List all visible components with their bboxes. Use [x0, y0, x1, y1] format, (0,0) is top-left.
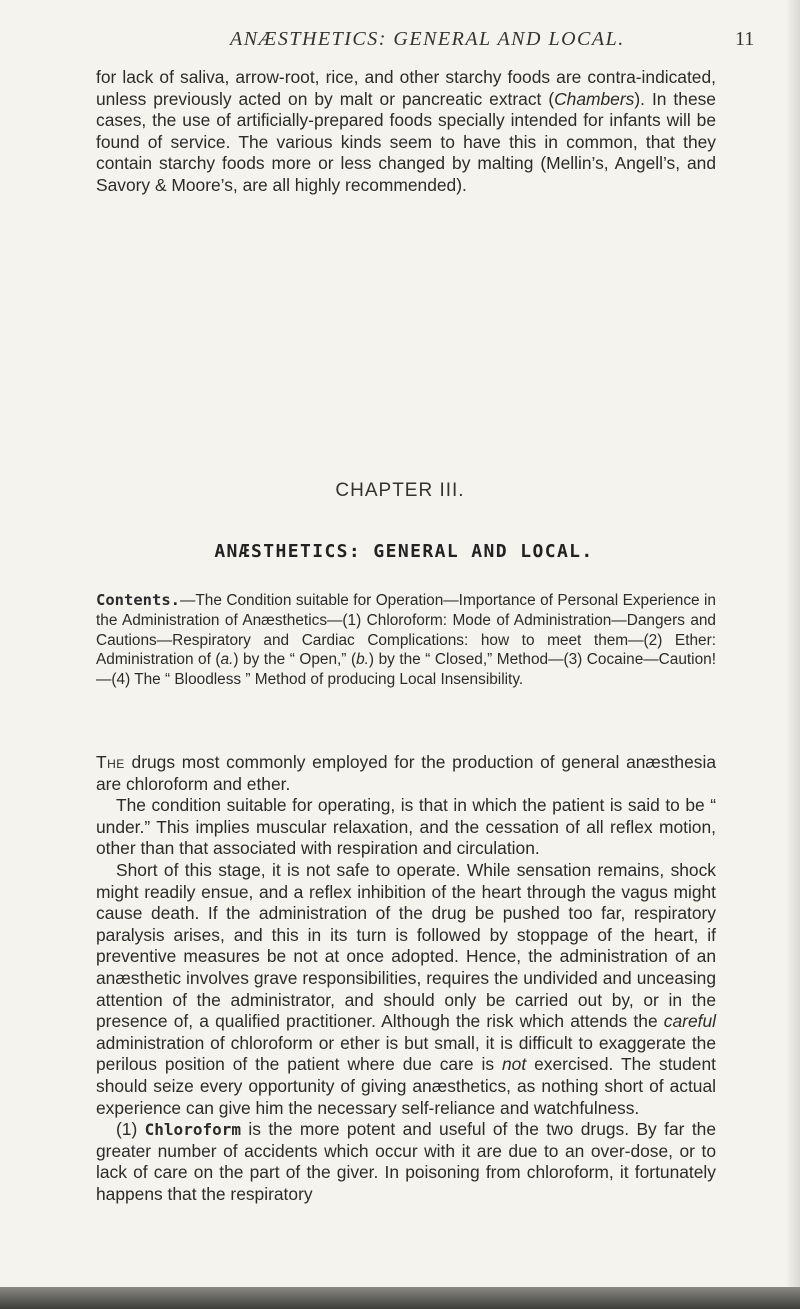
page-number: 11 [735, 28, 755, 50]
contents-mid-2: ) by the “ Closed,” Method—(3) Cocaine—Caution!—(4) The “ Bloodless ” Method of producing Local Insensibility. [96, 651, 716, 689]
intro-citation: Chambers [554, 88, 635, 109]
paragraph-drugs-opening: The [96, 752, 125, 772]
paragraph-drugs [96, 752, 716, 795]
paragraph-stage [96, 860, 716, 1119]
paragraph-stage-emphasis-careful: careful [663, 1011, 716, 1032]
chapter-title: ANÆSTHETICS: GENERAL AND LOCAL. [214, 541, 594, 562]
paragraph-chloroform-term: Chloroform [144, 1120, 241, 1140]
intro-text-1: for lack of saliva, arrow-root, rice, and other starchy foods are contra-indicated, unless previously acted on by malt or pancreatic extract ( [96, 67, 716, 109]
chapter-label: CHAPTER III. [335, 480, 465, 501]
chapter-contents [96, 591, 716, 690]
paragraph-stage-emphasis-not: not [502, 1054, 527, 1075]
paragraph-chloroform-number: (1) [116, 1119, 145, 1140]
page-edge-shadow [786, 0, 800, 1309]
contents-a: a. [220, 651, 234, 669]
scan-bottom-edge [0, 1287, 800, 1309]
paragraph-drugs-text: drugs most commonly employed for the production of general anæsthesia are chloroform and ether. [96, 752, 716, 794]
running-head: ANÆSTHETICS: GENERAL AND LOCAL. [230, 28, 625, 50]
paragraph-chloroform [96, 1119, 716, 1205]
paragraph-chloroform-text: is the more potent and useful of the two drugs. By far the greater number of accidents which occur with it are due to an over-dose, or to lack of care on the part of the giver. In poisoning from chloroform, it fortunately happens that the respiratory [96, 1119, 717, 1204]
paragraph-stage-text-2: administration of chloroform or ether is but small, it is difficult to exaggerate the perilous position of the patient where due care is [96, 1032, 716, 1075]
intro-text-2: ). In these cases, the use of artificially-prepared foods specially intended for infants will be found of service. The various kinds seem to have this in common, that they contain starchy foods more or less changed by malting (Mellin’s, Angell’s, and Savory & Moore’s, are all highly recommended). [96, 88, 716, 195]
paragraph-stage-text-1: Short of this stage, it is not safe to operate. While sensation remains, shock might readily ensue, and a reflex inhibition of the heart through the vagus might cause death. If the administration of the drug be pushed too far, respiratory paralysis arises, and this in its turn is followed by stoppage of the heart, if preventive measures be not at once adopted. Hence, the administration of an anæsthetic involves grave responsibilities, requires the undivided and unceasing attention of the administrator, and should only be carried out by, or in the presence of, a qualified practitioner. Although the risk which attends the [96, 859, 716, 1032]
paragraph-stage-text-3: exercised. The student should seize every opportunity of giving anæsthetics, as nothing short of actual experience can give him the necessary self-reliance and watchfulness. [96, 1054, 716, 1118]
chapter-body [96, 752, 716, 1205]
contents-mid-1: ) by the “ Open,” ( [233, 651, 357, 669]
contents-b: b. [356, 651, 369, 669]
paragraph-condition: The condition suitable for operating, is that in which the patient is said to be “ under.” This implies muscular relaxation, and the cessation of all reflex motion, other than that associated with respiration and circulation. [96, 795, 716, 859]
intro-paragraph [96, 67, 716, 197]
contents-text: —The Condition suitable for Operation—Importance of Personal Experience in the Administration of Anæsthetics—(1) Chloroform: Mode of Administration—Dangers and Cautions—Respiratory and Cardiac Complications: how to meet them—(2) Ether: Administration of ( [96, 592, 716, 669]
contents-lead: Contents. [96, 591, 180, 609]
